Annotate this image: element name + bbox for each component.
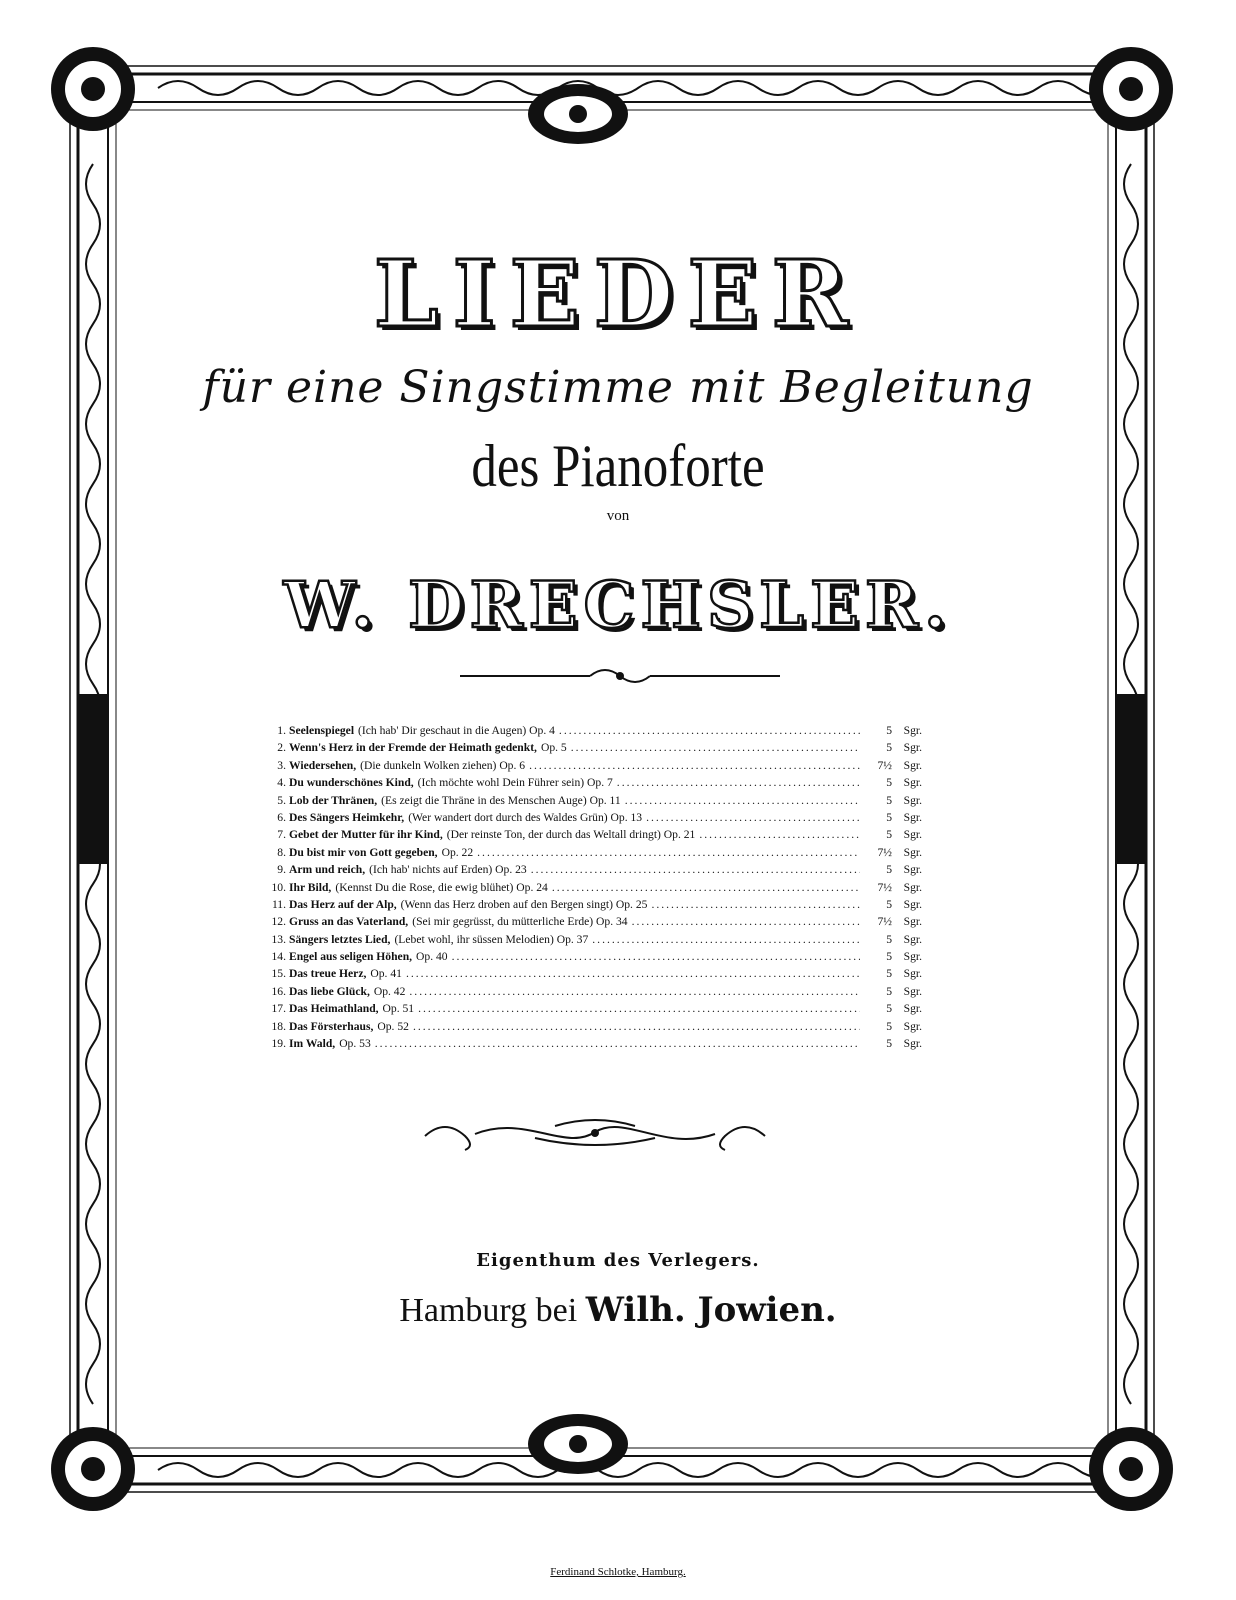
song-subtitle: Op. 22: [441, 845, 474, 859]
song-title: Gruss an das Vaterland,: [289, 915, 409, 929]
song-subtitle: (Es zeigt die Thräne in des Menschen Auge) Op. 11: [381, 793, 621, 807]
song-currency: Sgr.: [903, 897, 922, 911]
song-subtitle: Op. 41: [370, 967, 402, 981]
divider-ornament: [460, 662, 780, 690]
song-number: 17.: [271, 1002, 286, 1016]
song-title: Gebet der Mutter für ihr Kind,: [289, 828, 443, 842]
title-block: [0, 240, 1236, 348]
song-title: Das Herz auf der Alp,: [289, 897, 397, 911]
song-title: Du bist mir von Gott gegeben,: [289, 845, 438, 859]
song-subtitle: Op. 40: [416, 950, 448, 964]
publisher-line: [0, 1290, 1236, 1330]
song-currency: Sgr.: [903, 776, 922, 790]
song-subtitle: Op. 51: [382, 1002, 415, 1016]
song-number: 16.: [271, 984, 286, 998]
list-item: [262, 826, 922, 843]
list-item: [262, 965, 922, 982]
song-title: Das Heimathland,: [289, 1002, 379, 1016]
song-price: 5: [886, 967, 892, 981]
song-subtitle: (Die dunkeln Wolken ziehen) Op. 6: [360, 758, 526, 772]
song-currency: Sgr.: [903, 1002, 922, 1016]
song-subtitle: Op. 5: [540, 741, 567, 755]
list-item: [262, 1018, 922, 1035]
song-subtitle: (Lebet wohl, ihr süssen Melodien) Op. 37: [394, 932, 589, 946]
song-number: 7.: [277, 828, 286, 842]
flourish-ornament: [415, 1112, 775, 1154]
list-item: [262, 1000, 922, 1017]
list-item: [262, 739, 922, 756]
song-price: 5: [886, 950, 892, 964]
list-item: [262, 948, 922, 965]
song-price: 5: [886, 810, 892, 824]
song-number: 12.: [271, 915, 286, 929]
song-number: 3.: [277, 758, 286, 772]
main-title: LIEDER: [373, 240, 863, 348]
song-number: 1.: [277, 724, 286, 737]
song-subtitle: (Sei mir gegrüsst, du mütterliche Erde) Op. 34: [412, 915, 628, 929]
song-subtitle: (Wenn das Herz droben auf den Bergen singt) Op. 25: [400, 897, 648, 911]
song-subtitle: (Ich hab' nichts auf Erden) Op. 23: [369, 863, 527, 877]
song-price: 5: [886, 984, 892, 998]
song-currency: Sgr.: [903, 984, 922, 998]
song-number: 9.: [277, 863, 286, 877]
song-currency: Sgr.: [903, 880, 922, 894]
song-title: Das treue Herz,: [289, 967, 367, 981]
song-title: Im Wald,: [289, 1037, 336, 1051]
song-price: 5: [886, 741, 892, 755]
song-number: 18.: [271, 1019, 286, 1033]
song-title: Das Försterhaus,: [289, 1019, 374, 1033]
list-item: [262, 844, 922, 861]
by-label: von: [606, 508, 630, 524]
song-currency: Sgr.: [903, 741, 922, 755]
song-title: Engel aus seligen Höhen,: [289, 950, 413, 964]
song-currency: Sgr.: [903, 967, 922, 981]
song-subtitle: (Ich hab' Dir geschaut in die Augen) Op. 4: [358, 724, 555, 737]
song-subtitle: Op. 53: [339, 1037, 371, 1051]
song-title: Wenn's Herz in der Fremde der Heimath gedenkt,: [289, 741, 537, 755]
list-item: [262, 757, 922, 774]
song-currency: Sgr.: [903, 1037, 922, 1051]
song-price: 5: [886, 932, 892, 946]
list-item: [262, 983, 922, 1000]
song-currency: Sgr.: [903, 828, 922, 842]
song-number: 10.: [271, 880, 286, 894]
song-price: 5: [886, 724, 892, 737]
song-number: 13.: [271, 932, 286, 946]
song-number: 11.: [271, 897, 286, 911]
song-price: 5: [886, 1019, 892, 1033]
song-price: 7½: [877, 758, 892, 772]
song-list: [262, 722, 922, 1052]
song-currency: Sgr.: [903, 793, 922, 807]
list-item: [262, 792, 922, 809]
printer-imprint: Ferdinand Schlotke, Hamburg.: [550, 1566, 686, 1578]
song-subtitle: Op. 52: [377, 1019, 409, 1033]
list-item: [262, 774, 922, 791]
song-title: Arm und reich,: [289, 863, 366, 877]
song-subtitle: (Wer wandert dort durch des Waldes Grün) Op. 13: [408, 810, 643, 824]
song-title: Ihr Bild,: [289, 880, 332, 894]
song-currency: Sgr.: [903, 724, 922, 737]
song-number: 15.: [271, 967, 286, 981]
song-title: Sängers letztes Lied,: [289, 932, 391, 946]
song-price: 5: [886, 828, 892, 842]
publisher-city: Hamburg bei: [399, 1292, 578, 1329]
song-number: 2.: [277, 741, 286, 755]
list-item: [262, 913, 922, 930]
song-subtitle: (Kennst Du die Rose, die ewig blühet) Op. 24: [335, 880, 548, 894]
song-number: 19.: [271, 1037, 286, 1051]
list-item: [262, 896, 922, 913]
list-item: [262, 861, 922, 878]
list-item: [262, 931, 922, 948]
list-item: [262, 1035, 922, 1052]
song-currency: Sgr.: [903, 932, 922, 946]
song-title: Des Sängers Heimkehr,: [289, 810, 405, 824]
song-price: 7½: [877, 845, 892, 859]
song-subtitle: Op. 42: [373, 984, 406, 998]
song-currency: Sgr.: [903, 915, 922, 929]
song-price: 5: [886, 1037, 892, 1051]
song-currency: Sgr.: [903, 810, 922, 824]
song-price: 5: [886, 863, 892, 877]
song-subtitle: (Ich möchte wohl Dein Führer sein) Op. 7: [417, 776, 613, 790]
song-number: 4.: [277, 776, 286, 790]
list-item: [262, 879, 922, 896]
song-number: 5.: [277, 793, 286, 807]
song-currency: Sgr.: [903, 1019, 922, 1033]
subtitle-voice: für eine Singstimme mit Begleitung: [202, 362, 1034, 413]
song-price: 5: [886, 1002, 892, 1016]
song-title: Wiedersehen,: [289, 758, 357, 772]
song-title: Seelenspiegel: [289, 724, 355, 737]
song-price: 7½: [877, 880, 892, 894]
song-price: 5: [886, 793, 892, 807]
list-item: [262, 809, 922, 826]
song-number: 6.: [277, 810, 286, 824]
song-title: Das liebe Glück,: [289, 984, 370, 998]
ownership-note: Eigenthum des Verlegers.: [476, 1250, 760, 1271]
song-price: 7½: [877, 915, 892, 929]
song-currency: Sgr.: [903, 863, 922, 877]
composer-name: W. DRECHSLER.: [283, 568, 953, 643]
list-item: [262, 722, 922, 739]
subtitle-instrument: des Pianoforte: [471, 433, 765, 499]
song-subtitle: (Der reinste Ton, der durch das Weltall dringt) Op. 21: [446, 828, 696, 842]
song-price: 5: [886, 776, 892, 790]
publisher-name: Wilh. Jowien.: [585, 1290, 837, 1330]
song-currency: Sgr.: [903, 845, 922, 859]
song-currency: Sgr.: [903, 758, 922, 772]
song-price: 5: [886, 897, 892, 911]
song-number: 8.: [277, 845, 286, 859]
song-number: 14.: [271, 950, 286, 964]
song-title: Du wunderschönes Kind,: [289, 776, 414, 790]
song-title: Lob der Thränen,: [289, 793, 378, 807]
song-currency: Sgr.: [903, 950, 922, 964]
